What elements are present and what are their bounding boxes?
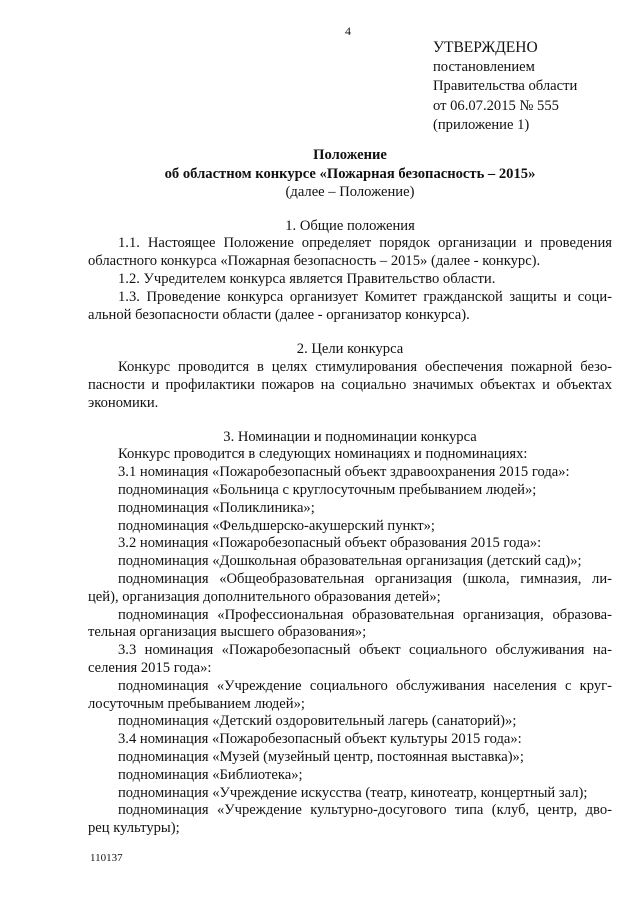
section-3-line: подноминация «Поликлиника»; [118, 500, 315, 516]
section-3-line: подноминация «Детский оздоровительный лагерь (санаторий)»; [118, 713, 517, 729]
section-3-line: подноминация «Общеобразовательная организация (школа, гимназия, ли- [118, 571, 612, 587]
section-2-line: Конкурс проводится в целях стимулирования обеспечения пожарной безо- [118, 359, 612, 375]
section-3-line: Конкурс проводится в следующих номинациях и подноминациях: [118, 446, 528, 462]
footer-code: 110137 [90, 852, 123, 864]
section-3-line: подноминация «Библиотека»; [118, 767, 303, 783]
section-1-line: областного конкурса «Пожарная безопасность – 2015» (далее - конкурс). [88, 253, 541, 269]
section-3-line: подноминация «Учреждение социального обслуживания населения с круг- [118, 678, 612, 694]
section-2-line: экономики. [88, 395, 159, 411]
document-title-note: (далее – Положение) [285, 184, 415, 200]
section-3-line: цей), организация дополнительного образования детей»; [88, 589, 441, 605]
section-2-heading: 2. Цели конкурса [296, 341, 404, 357]
section-3-line: подноминация «Дошкольная образовательная организация (детский сад)»; [118, 553, 582, 569]
document-title: Положение [313, 147, 387, 163]
document-subtitle: об областном конкурсе «Пожарная безопасность – 2015» [164, 166, 536, 182]
section-3-line: подноминация «Учреждение культурно-досугового типа (клуб, центр, дво- [118, 802, 612, 818]
page-number: 4 [345, 24, 351, 38]
approval-line-4: от 06.07.2015 № 555 [433, 97, 559, 114]
approval-line-1: УТВЕРЖДЕНО [433, 39, 538, 56]
section-2-line: пасности и профилактики пожаров на социально значимых объектах и объектах [88, 377, 612, 393]
approval-line-3: Правительства области [433, 78, 578, 94]
section-1-line: 1.1. Настоящее Положение определяет порядок организации и проведения [118, 235, 612, 251]
section-1-line: 1.2. Учредителем конкурса является Правительство области. [118, 271, 496, 287]
section-3-line: подноминация «Больница с круглосуточным пребыванием людей»; [118, 482, 537, 498]
section-1-line: 1.3. Проведение конкурса организует Комитет гражданской защиты и соци- [118, 289, 612, 305]
section-3-line: подноминация «Фельдшерско-акушерский пункт»; [118, 518, 435, 534]
section-3-line: селения 2015 года»: [88, 660, 212, 676]
section-3-line: 3.1 номинация «Пожаробезопасный объект здравоохранения 2015 года»: [118, 464, 570, 480]
approval-line-5: (приложение 1) [433, 117, 530, 133]
section-3-line: подноминация «Музей (музейный центр, постоянная выставка)»; [118, 749, 524, 765]
section-3-line: подноминация «Профессиональная образовательная организация, образова- [118, 607, 612, 623]
section-3-line: рец культуры); [88, 820, 180, 836]
section-1-heading: 1. Общие положения [285, 218, 415, 234]
section-3-heading: 3. Номинации и подноминации конкурса [223, 429, 477, 445]
section-3-line: подноминация «Учреждение искусства (театр, кинотеатр, концертный зал); [118, 785, 588, 801]
section-3-line: 3.2 номинация «Пожаробезопасный объект образования 2015 года»: [118, 535, 542, 551]
section-3-line: 3.3 номинация «Пожаробезопасный объект социального обслуживания на- [118, 642, 612, 658]
section-1-line: альной безопасности области (далее - организатор конкурса). [88, 307, 470, 323]
section-3-line: лосуточным пребыванием людей»; [88, 696, 305, 712]
approval-line-2: постановлением [433, 58, 535, 75]
approval-stamp [433, 38, 577, 136]
section-3-line: 3.4 номинация «Пожаробезопасный объект культуры 2015 года»: [118, 731, 522, 747]
section-3-line: тельная организация высшего образования»; [88, 624, 367, 640]
